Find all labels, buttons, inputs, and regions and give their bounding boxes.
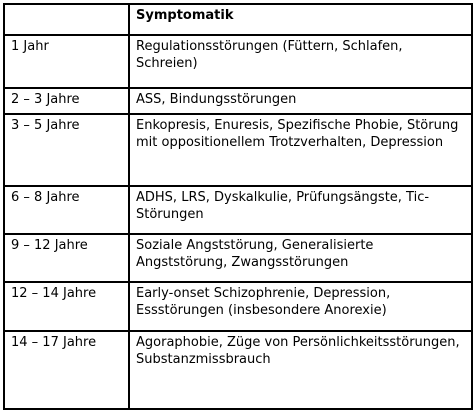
table-row [4, 35, 472, 88]
table-row [4, 114, 472, 185]
age-cell: 6 – 8 Jahre [4, 186, 129, 234]
age-cell: 9 – 12 Jahre [4, 234, 129, 283]
age-cell: 2 – 3 Jahre [4, 88, 129, 115]
age-cell: 12 – 14 Jahre [4, 282, 129, 331]
table-row [4, 186, 472, 234]
symptom-cell: Early-onset Schizophrenie, Depression, Essstörungen (insbesondere Anorexie) [129, 282, 472, 331]
table-header-row [4, 4, 472, 35]
header-symptom-cell: Symptomatik [129, 4, 472, 35]
symptom-cell: ASS, Bindungsstörungen [129, 88, 472, 115]
age-symptom-table [3, 3, 473, 410]
table-row [4, 282, 472, 331]
table-row [4, 88, 472, 115]
table-row [4, 331, 472, 409]
symptom-cell: Enkopresis, Enuresis, Spezifische Phobie, Störung mit oppositionellem Trotzverhalten, Depression [129, 114, 472, 185]
header-age-cell [4, 4, 129, 35]
age-cell: 14 – 17 Jahre [4, 331, 129, 409]
age-cell: 1 Jahr [4, 35, 129, 88]
symptom-cell: Agoraphobie, Züge von Persönlichkeitsstörungen, Substanzmissbrauch [129, 331, 472, 409]
age-cell: 3 – 5 Jahre [4, 114, 129, 185]
symptom-cell: Regulationsstörungen (Füttern, Schlafen, Schreien) [129, 35, 472, 88]
symptom-cell: ADHS, LRS, Dyskalkulie, Prüfungsängste, Tic-Störungen [129, 186, 472, 234]
table-row [4, 234, 472, 283]
symptom-cell: Soziale Angststörung, Generalisierte Angststörung, Zwangsstörungen [129, 234, 472, 283]
